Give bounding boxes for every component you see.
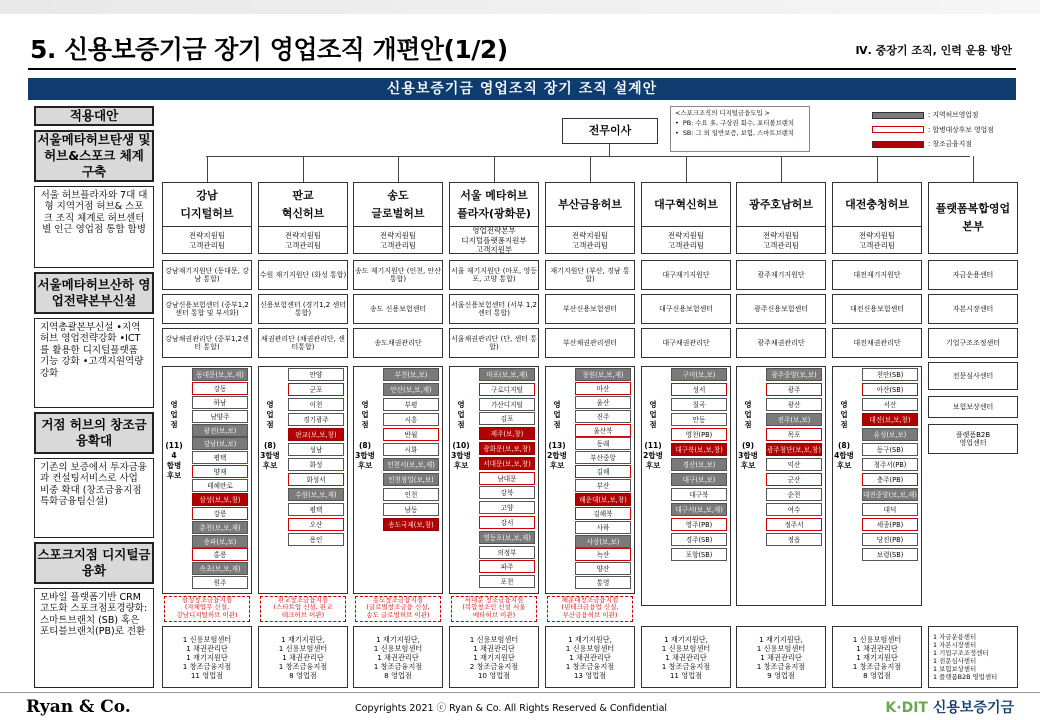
branch-item: 홍릉 xyxy=(192,548,248,561)
ryan-logo xyxy=(26,697,131,717)
branch-item: 평택 xyxy=(192,451,248,464)
branch-item: 부천(보,보) xyxy=(383,368,439,381)
branch-item: 부평 xyxy=(383,398,439,411)
branch-item: 울산 xyxy=(575,396,631,409)
branch-item: 광진(보,보) xyxy=(192,424,248,437)
branch-item: 제주(보,창) xyxy=(479,427,535,440)
center-box: 재기지원단 (부산, 경남 통합) xyxy=(545,260,635,290)
hub-name: 송도 글로벌허브 xyxy=(354,183,442,227)
branch-item: 충주(PB) xyxy=(862,473,918,486)
center-box: 대구재기지원단 xyxy=(641,260,731,290)
creative-finance-note: 서대문 창조금융지점 (복합창조인 신설 서울 메타허브 이관) xyxy=(451,596,537,622)
connector xyxy=(973,156,974,182)
branch-item: 인천창업(보,보) xyxy=(383,473,439,486)
branch-item: 남양주 xyxy=(192,410,248,423)
connector xyxy=(494,156,495,182)
center-box: 송도 재기지원단 (인천, 안산 통합) xyxy=(353,260,443,290)
center-box: 대전재기지원단 xyxy=(832,260,922,290)
strategy-1-body: 서울 허브플라자와 7대 대형 지역거점 허브& 스포크 조직 체계로 허브센터별 인근 영업점 통합 합병 xyxy=(34,186,154,268)
strategy-2-title: 서울메타허브산하 영업전략본부신설 xyxy=(34,272,154,314)
hub-teams: 전략지원팀 고객관리팀 xyxy=(188,231,226,250)
branch-item: 포천 xyxy=(479,575,535,588)
hub-teams: 전략지원팀 고객관리팀 xyxy=(762,231,800,250)
branch-item: 시화 xyxy=(383,443,439,456)
branch-item: 인천 xyxy=(383,488,439,501)
connector xyxy=(781,156,782,182)
hub-box xyxy=(928,182,1018,254)
branch-count: 영 업 점 (10) 3합병 후보 xyxy=(451,400,471,470)
legend-key xyxy=(872,123,994,138)
hub-box xyxy=(641,182,731,254)
branch-item: 수원(보,보,재) xyxy=(288,488,344,501)
hub-box xyxy=(258,182,348,254)
legend-keys xyxy=(872,108,994,152)
connector xyxy=(609,144,610,156)
strategy-3-body: 기존의 보증에서 투자금융과 컨설팅서비스로 사업 비중 확대 (창조금융지점 특화금융팀신설) xyxy=(34,458,154,538)
section-subtitle: Ⅳ. 중장기 조직, 인력 운용 방안 xyxy=(855,44,1012,57)
branch-item: 구로디지털 xyxy=(479,383,535,396)
connector xyxy=(398,156,399,182)
executive-director-box: 전무이사 xyxy=(562,118,658,144)
branch-count: 영 업 점 (13) 2합병 후보 xyxy=(547,400,567,470)
hub-box xyxy=(832,182,922,254)
branch-item: 청주서(PB) xyxy=(862,458,918,471)
branch-item: 전주(보,보) xyxy=(766,413,822,426)
branch-item: 영등포(보,보,재) xyxy=(479,531,535,544)
branch-item: 사하 xyxy=(575,521,631,534)
branch-item: 대구서(보,보,재) xyxy=(671,503,727,516)
branch-item: 군포 xyxy=(288,383,344,396)
center-box: 자금운용센터 xyxy=(928,260,1018,290)
branch-item: 경기광주 xyxy=(288,413,344,426)
branch-item: 유성(보,보) xyxy=(862,428,918,441)
branch-item: 양산 xyxy=(575,562,631,575)
branch-item: 세종(PB) xyxy=(862,518,918,531)
center-box: 강남재기지원단 (동대문, 강남 통합) xyxy=(162,260,252,290)
branch-item: 강서 xyxy=(479,516,535,529)
copyright: Copyrights 2021 ⓒ Ryan & Co. All Rights Reserved & Confidential xyxy=(355,703,668,714)
branch-item: 안양 xyxy=(288,368,344,381)
center-box: 자본시장센터 xyxy=(928,294,1018,324)
connector xyxy=(303,156,304,182)
branch-item: 강북 xyxy=(479,486,535,499)
connector xyxy=(207,156,208,182)
branch-count: 영 업 점 (11) 4 합병 후보 xyxy=(165,400,183,480)
branch-item: 가산디지털 xyxy=(479,398,535,411)
connector xyxy=(590,156,591,182)
branch-item: 울산북 xyxy=(575,424,631,437)
connector xyxy=(877,156,878,182)
branch-item: 김포 xyxy=(479,412,535,425)
chart-banner: 신용보증기금 영업조직 장기 조직 설계안 xyxy=(28,78,1016,100)
branch-item: 부산 xyxy=(575,479,631,492)
branch-item: 영천(PB) xyxy=(671,428,727,441)
center-box: 송도 신용보험센터 xyxy=(353,294,443,324)
creative-finance-note: 송도창조금융지점 (글로벌창조금융 신설, 송도 글로벌허브 이관) xyxy=(355,596,441,622)
hub-teams: 영업전략본부 디지털플랫폼지원부 고객지원부 xyxy=(461,226,527,255)
branch-item: 광산 xyxy=(766,398,822,411)
branch-item: 광주첨단(보,보,창) xyxy=(766,443,822,456)
branch-item: 시흥 xyxy=(383,413,439,426)
branch-item: 성남 xyxy=(288,443,344,456)
branch-item: 대전중앙(보,보,재) xyxy=(862,488,918,501)
branch-item: 아산(SB) xyxy=(862,383,918,396)
center-box: 플랫폼B2B 영업센터 xyxy=(928,424,1018,454)
branch-item: 하남 xyxy=(192,396,248,409)
title-divider xyxy=(28,68,1016,70)
branch-item: 평택 xyxy=(288,503,344,516)
branch-item: 이천 xyxy=(288,398,344,411)
branch-item: 김해 xyxy=(575,465,631,478)
strategy-4-title: 스포크지점 디지털금융화 xyxy=(34,542,154,584)
branch-item: 인천서(보,보,재) xyxy=(383,458,439,471)
branch-item: 포항(SB) xyxy=(671,548,727,561)
ryan-logo-text: Ryan & Co. xyxy=(26,697,131,717)
creative-finance-note: 해운대창조금융지점 (핀테크금융업 신설, 부산금융허브 이관) xyxy=(547,596,633,622)
branch-item: 송도국제(보,창) xyxy=(383,518,439,531)
branch-item: 진주 xyxy=(575,410,631,423)
strategy-1-title: 서울메타허브탄생 및 허브&스포크 체계 구축 xyxy=(34,130,154,182)
center-box: 신용보험센터 (경기1,2 센터 통합) xyxy=(258,294,348,324)
branch-item: 고양 xyxy=(479,501,535,514)
branch-item: 천안(SB) xyxy=(862,368,918,381)
branch-item: 사상(보,보) xyxy=(575,535,631,548)
hub-teams: 전략지원팀 고객관리팀 xyxy=(379,231,417,250)
branch-item: 정읍 xyxy=(766,533,822,546)
branch-item: 성서 xyxy=(671,383,727,396)
branch-count: 영 업 점 (8) 4합병 후보 xyxy=(834,400,854,470)
branch-item: 테헤란로 xyxy=(192,479,248,492)
branch-item: 통영 xyxy=(575,576,631,589)
branch-item: 송파(보,보) xyxy=(192,535,248,548)
branch-item: 군산 xyxy=(766,473,822,486)
branch-item: 서대문(보,보,창) xyxy=(479,457,535,470)
branch-item: 용인 xyxy=(288,533,344,546)
branch-item: 판교(보,보,창) xyxy=(288,428,344,441)
branch-item: 영주(PB) xyxy=(671,518,727,531)
hub-box xyxy=(736,182,826,254)
kodit-name: 신용보증기금 xyxy=(932,700,1014,716)
legend-key-text: : 지역허브영업점 xyxy=(928,111,979,119)
branch-item: 파주 xyxy=(479,560,535,573)
branch-item: 마산 xyxy=(575,382,631,395)
hub-name: 플랫폼복합영업 본부 xyxy=(935,202,1011,233)
hub-name: 강남 디지털허브 xyxy=(163,183,251,227)
center-box: 대구신용보험센터 xyxy=(641,294,731,324)
branch-item: 원주 xyxy=(192,576,248,589)
legend-line: • PB: 수요 多, 구상권 회수, 포티볼브랜치 xyxy=(675,118,795,127)
legend-line: • SB: 그 외 일반보증, 보험, 스마트브랜치 xyxy=(675,128,795,137)
branch-item: 경산(보,보) xyxy=(671,458,727,471)
branch-item: 대전(보,보,창) xyxy=(862,413,918,426)
legend-box xyxy=(670,106,810,152)
branch-item: 김해북 xyxy=(575,507,631,520)
branch-count: 영 업 점 (8) 3합병 후보 xyxy=(260,400,280,470)
branch-item: 광주중앙(보,보) xyxy=(766,368,822,381)
creative-finance-note: 판교창조금융지점 (스타트업 신설, 판교 테크허브 이관) xyxy=(260,596,346,622)
center-box: 광주재기지원단 xyxy=(736,260,826,290)
summary-box: 1 재기지원단, 1 신용보험센터 1 채권관리단 1 창조금융지점 8 영업점 xyxy=(258,626,348,688)
center-box: 송도채권관리단 xyxy=(353,328,443,358)
branch-item: 마포(보,보,재) xyxy=(479,368,535,381)
branch-item: 보령(SB) xyxy=(862,548,918,561)
center-box: 수원 재기지원단 (화성 통합) xyxy=(258,260,348,290)
branch-item: 남대문 xyxy=(479,472,535,485)
legend-swatch xyxy=(872,126,924,133)
summary-box: 1 재기지원단, 1 신용보험센터 1 채권관리단 1 창조금융지점 9 영업점 xyxy=(736,626,826,688)
center-box: 서울신용보험센터 (서부 1,2 센터 통합) xyxy=(449,294,539,324)
center-box: 보험보상센터 xyxy=(928,396,1018,418)
hub-teams: 전략지원팀 고객관리팀 xyxy=(858,231,896,250)
branch-item: 강남(보,보) xyxy=(192,437,248,450)
branch-item: 대구북 xyxy=(671,488,727,501)
page-title: 5. 신용보증기금 장기 영업조직 개편안(1/2) xyxy=(30,35,508,64)
center-box: 부산신용보험센터 xyxy=(545,294,635,324)
hub-box xyxy=(545,182,635,254)
hub-name: 대전충청허브 xyxy=(833,183,921,227)
center-box: 기업구조조정센터 xyxy=(928,328,1018,358)
branch-item: 강동 xyxy=(192,382,248,395)
branch-item: 반월 xyxy=(383,428,439,441)
creative-finance-note: 삼성창조금융지점 (자체업무 신설, 강남디지털허브 이관) xyxy=(164,596,250,622)
branch-item: 남동 xyxy=(383,503,439,516)
branch-item: 목포 xyxy=(766,428,822,441)
branch-item: 양재 xyxy=(192,465,248,478)
center-box: 대전신용보험센터 xyxy=(832,294,922,324)
summary-box: 1 신용보험센터 1 채권관리단 1 재기지원단 1 창조금융지점 11 영업점 xyxy=(162,626,252,688)
kodit-logo xyxy=(885,697,1014,717)
summary-box: 1 재기지원단, 1 신용보험센터 1 채권관리단 1 창조금융지점 8 영업점 xyxy=(353,626,443,688)
branch-item: 서산 xyxy=(862,398,918,411)
branch-item: 동래 xyxy=(575,437,631,450)
legend-key-text: : 합병대상후보 영업점 xyxy=(928,125,994,134)
top-strip xyxy=(0,0,1040,14)
strategy-2-body: 지역총괄본부신설 •지역허브 영업전략강화 •ICT를 활용한 디지털플랫폼 기능 강화 •고객지원역량강화 xyxy=(34,318,154,408)
center-box: 광주신용보험센터 xyxy=(736,294,826,324)
branch-item: 동대문(보,보,재) xyxy=(192,368,248,381)
hub-name: 판교 혁신허브 xyxy=(259,183,347,227)
connector xyxy=(206,156,970,157)
legend-swatch xyxy=(872,141,924,148)
kodit-mark: K·DIT xyxy=(885,700,928,716)
branch-item: 해운대(보,보,창) xyxy=(575,493,631,506)
legend-key xyxy=(872,108,994,123)
center-box: 서울채권관리단 (단, 센터 통합) xyxy=(449,328,539,358)
hub-box xyxy=(162,182,252,254)
branch-item: 창원(보,보,재) xyxy=(575,368,631,381)
branch-item: 삼성(보,보,창) xyxy=(192,493,248,506)
center-box: 대전채권관리단 xyxy=(832,328,922,358)
sidebar-header: 적용대안 xyxy=(34,106,154,126)
summary-box: 1 신용보험센터 1 채권관리단 1 재기지원단 2 창조금융지점 10 영업점 xyxy=(449,626,539,688)
center-box: 전문심사센터 xyxy=(928,362,1018,390)
hub-name: 대구혁신허브 xyxy=(642,183,730,227)
branch-item: 광주 xyxy=(766,383,822,396)
hub-teams: 전략지원팀 고객관리팀 xyxy=(284,231,322,250)
center-box: 강남채권관리단 (중부1,2센터 통합) xyxy=(162,328,252,358)
branch-item: 화성서 xyxy=(288,473,344,486)
branch-item: 대구북(보,보,창) xyxy=(671,443,727,456)
center-box: 대구채권관리단 xyxy=(641,328,731,358)
branch-item: 경주(SB) xyxy=(671,533,727,546)
branch-item: 순천 xyxy=(766,488,822,501)
branch-item: 안산(보,보,재) xyxy=(383,383,439,396)
branch-count: 영 업 점 (9) 3합병 후보 xyxy=(738,400,758,470)
hub-box xyxy=(353,182,443,254)
hub-box xyxy=(449,182,539,254)
branch-item: 대구(보,보) xyxy=(671,473,727,486)
branch-item: 당진(PB) xyxy=(862,533,918,546)
legend-swatch xyxy=(872,112,924,119)
legend-line-text: PB: 수요 多, 구상권 회수, 포티볼브랜치 xyxy=(682,118,795,127)
branch-count: 영 업 점 (8) 3합병 후보 xyxy=(355,400,375,470)
branch-item: 안동 xyxy=(671,413,727,426)
center-box: 광주채권관리단 xyxy=(736,328,826,358)
hub-teams: 전략지원팀 고객관리팀 xyxy=(667,231,705,250)
legend-line-text: SB: 그 외 일반보증, 보험, 스마트브랜치 xyxy=(682,128,795,137)
summary-box: 1 재기지원단, 1 신용보험센터 1 채권관리단 1 창조금융지점 13 영업점 xyxy=(545,626,635,688)
strategy-4-body: 모바일 플랫폼기반 CRM고도화 스포크점포경량화: 스마트브랜치 (SB) 혹은 포티블브랜치(PB)로 전환 xyxy=(34,588,154,688)
branch-item: 화성 xyxy=(288,458,344,471)
hub-teams: 전략지원팀 고객관리팀 xyxy=(571,231,609,250)
summary-box: 1 재기지원단, 1 신용보험센터 1 채권관리단 1 창조금융지점 11 영업점 xyxy=(641,626,731,688)
summary-box: 1 자금운용센터 1 자본시장센터 1 기업구조조정센터 1 전문심사센터 1 보험보상센터 1 플랫폼B2B 영업센터 xyxy=(928,626,1018,688)
branch-count: 영 업 점 (11) 2합병 후보 xyxy=(643,400,663,470)
branch-item: 익산 xyxy=(766,458,822,471)
branch-item: 칠곡 xyxy=(671,398,727,411)
legend-key xyxy=(872,137,994,152)
connector xyxy=(686,156,687,182)
branch-item: 구미(보,보) xyxy=(671,368,727,381)
strategy-3-title: 거점 허브의 창조금융확대 xyxy=(34,412,154,454)
branch-item: 녹산 xyxy=(575,548,631,561)
branch-item: 속초(보,보,재) xyxy=(192,562,248,575)
hub-name: 서울 메타허브 플라자(광화문) xyxy=(450,183,538,227)
hub-name: 부산금융허브 xyxy=(546,183,634,227)
center-box: 부산채권관리센터 xyxy=(545,328,635,358)
legend-line: <스포크조직의 디지털금융도입 > xyxy=(675,109,771,117)
branch-item: 여수 xyxy=(766,503,822,516)
legend-key-text: : 창조금융지점 xyxy=(928,140,972,148)
branch-item: 동구(SB) xyxy=(862,443,918,456)
branch-item: 강릉 xyxy=(192,507,248,520)
hub-name: 광주호남허브 xyxy=(737,183,825,227)
center-box: 채권관리단 (채권관리단, 센터통합) xyxy=(258,328,348,358)
center-box: 서울 재기지원단 (마포, 영등포, 고양 통합) xyxy=(449,260,539,290)
branch-item: 오산 xyxy=(288,518,344,531)
branch-item: 부산중앙 xyxy=(575,451,631,464)
branch-item: 의정부 xyxy=(479,546,535,559)
summary-box: 1 신용보험센터 1 채권관리단 1 재기지원단 1 창조금융지점 8 영업점 xyxy=(832,626,922,688)
branch-item: 대덕 xyxy=(862,503,918,516)
branch-item: 춘천(보,보,재) xyxy=(192,521,248,534)
center-box: 강남신용보험센터 (중부1,2센터 통합 및 부서화) xyxy=(162,294,252,324)
branch-item: 정주서 xyxy=(766,518,822,531)
branch-item: 광화문(보,보,창) xyxy=(479,442,535,455)
